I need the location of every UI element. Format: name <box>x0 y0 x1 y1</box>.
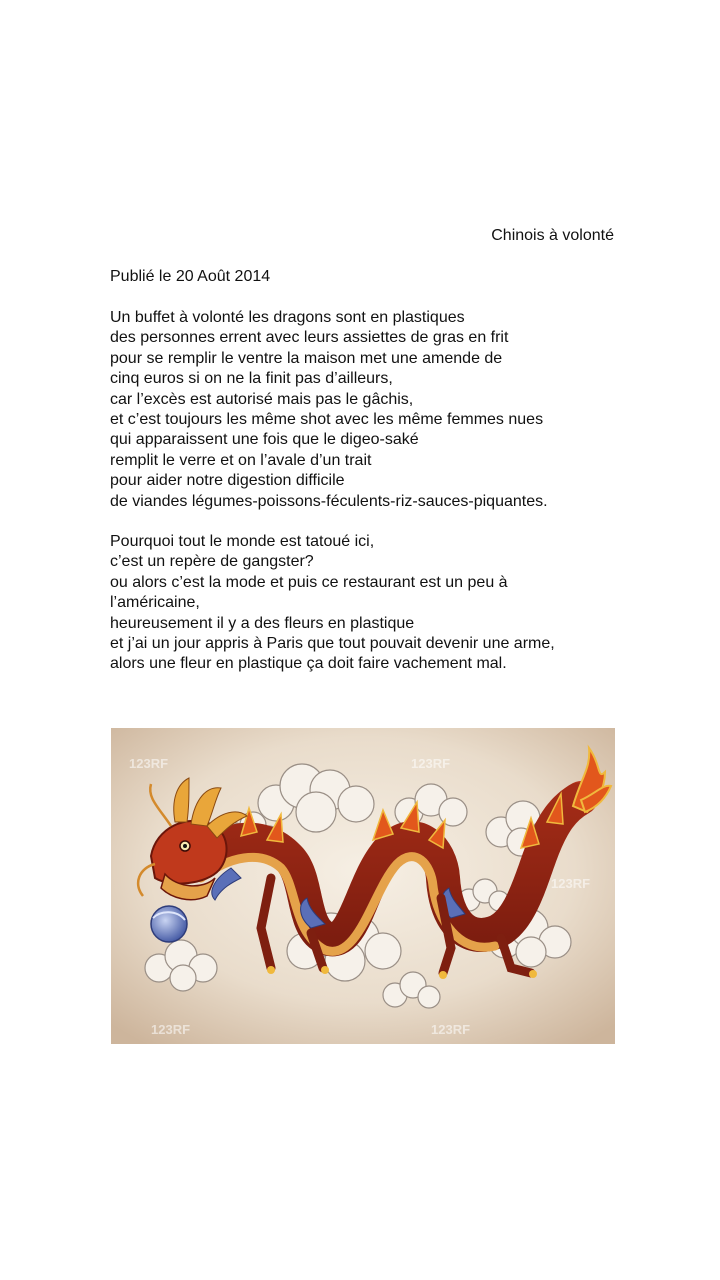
watermark-text: 123RF <box>551 876 591 891</box>
stanza-1 <box>110 308 630 512</box>
watermark-text: 123RF <box>431 1022 471 1037</box>
stanza-line: et c’est toujours les même shot avec les même femmes nues <box>110 411 544 429</box>
stanza-line: cinq euros si on ne la finit pas d’ailleurs, <box>110 370 393 388</box>
watermark-text: 123RF <box>411 756 451 771</box>
stanza-line: ou alors c’est la mode et puis ce restaurant est un peu à <box>110 573 508 591</box>
stanza-line: c’est un repère de gangster? <box>110 553 314 571</box>
publication-date: Publié le 20 Août 2014 <box>110 268 271 285</box>
stanza-line: de viandes légumes-poissons-féculents-riz-sauces-piquantes. <box>110 492 548 510</box>
poem-title: Chinois à volonté <box>491 227 614 244</box>
stanza-line: Pourquoi tout le monde est tatoué ici, <box>110 533 375 550</box>
stanza-line: qui apparaissent une fois que le digeo-saké <box>110 431 419 449</box>
stanza-2 <box>110 532 630 675</box>
stanza-line: remplit le verre et on l’avale d’un trait <box>110 451 372 469</box>
stanza-line: alors une fleur en plastique ça doit faire vachement mal. <box>110 655 507 673</box>
dragon-illustration <box>111 728 615 1044</box>
stanza-line: pour se remplir le ventre la maison met une amende de <box>110 349 503 367</box>
stanza-line: des personnes errent avec leurs assiettes de gras en frit <box>110 329 509 347</box>
stanza-line: l’américaine, <box>110 594 200 612</box>
stanza-line: heureusement il y a des fleurs en plastique <box>110 614 415 632</box>
stanza-line: car l’excès est autorisé mais pas le gâchis, <box>110 390 414 408</box>
watermark-text: 123RF <box>151 1022 191 1037</box>
stanza-line: pour aider notre digestion difficile <box>110 472 345 490</box>
watermark-text: 123RF <box>129 756 169 771</box>
stanza-line: et j’ai un jour appris à Paris que tout pouvait devenir une arme, <box>110 635 555 653</box>
stanza-line: Un buffet à volonté les dragons sont en plastiques <box>110 309 465 326</box>
